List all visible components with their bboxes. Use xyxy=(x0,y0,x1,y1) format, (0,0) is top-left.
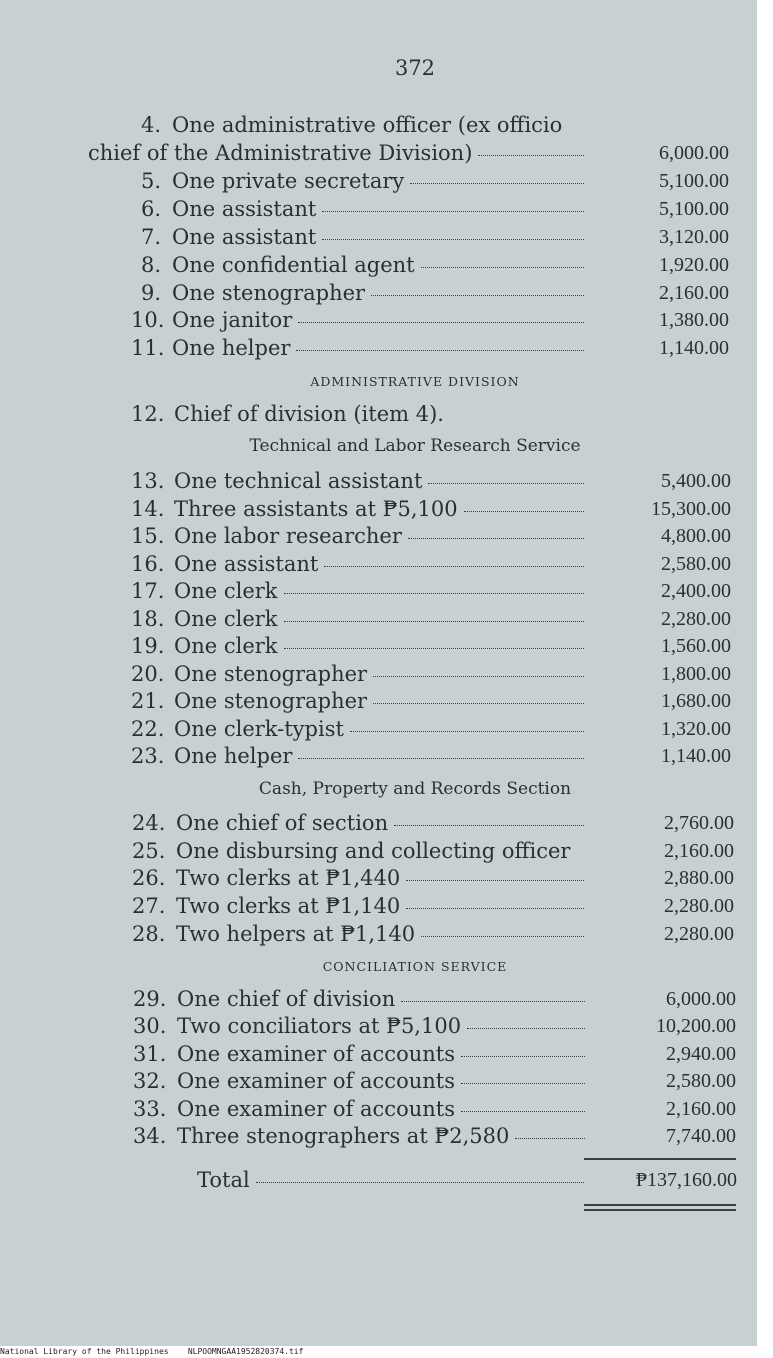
item-text: One clerk xyxy=(174,607,278,631)
item-text: One clerk-typist xyxy=(174,717,344,741)
item-text: One examiner of accounts xyxy=(177,1042,455,1066)
dot-leader xyxy=(371,279,584,296)
item-number: 5. xyxy=(140,169,161,193)
item-amount: 3,120.00 xyxy=(659,226,729,248)
dot-leader xyxy=(461,1095,585,1112)
dot-leader xyxy=(467,1012,585,1029)
item-number: 27. xyxy=(132,894,166,918)
item-amount: 2,580.00 xyxy=(661,553,731,575)
item-amount: 2,160.00 xyxy=(659,282,729,304)
dot-leader xyxy=(373,687,584,704)
item-amount: 2,280.00 xyxy=(664,895,734,917)
dot-leader xyxy=(464,495,584,512)
item-amount: 2,160.00 xyxy=(666,1098,736,1120)
section-heading-admin: ADMINISTRATIVE DIVISION xyxy=(310,374,520,389)
item-amount: 2,280.00 xyxy=(661,608,731,630)
item-amount: 2,940.00 xyxy=(666,1043,736,1065)
item-text: Two helpers at ₱1,140 xyxy=(176,922,416,946)
item-text: One helper xyxy=(174,744,293,768)
item-text: One labor researcher xyxy=(174,524,402,548)
item-number: 30. xyxy=(133,1014,167,1038)
list-item xyxy=(0,140,757,166)
item-amount: 2,580.00 xyxy=(666,1070,736,1092)
item-number: 32. xyxy=(133,1069,167,1093)
section-heading-technical: Technical and Labor Research Service xyxy=(249,436,581,456)
item-amount: 2,760.00 xyxy=(664,812,734,834)
dot-leader xyxy=(401,985,585,1002)
item-amount: 1,920.00 xyxy=(659,254,729,276)
item-text: One chief of section xyxy=(176,811,389,835)
dot-leader xyxy=(406,864,584,881)
item-number: 6. xyxy=(140,197,161,221)
item-number: 19. xyxy=(131,634,165,658)
item-text: One examiner of accounts xyxy=(177,1069,455,1093)
item-text: One administrative officer (ex officio xyxy=(172,113,563,137)
item-text: One confidential agent xyxy=(172,253,415,277)
item-number: 11. xyxy=(131,336,165,360)
item-number: 28. xyxy=(132,922,166,946)
item-number: 7. xyxy=(140,225,161,249)
item-number: 34. xyxy=(133,1124,167,1148)
scan-margin xyxy=(757,0,773,1346)
item-text: One chief of division xyxy=(177,987,396,1011)
item-text: One janitor xyxy=(172,308,293,332)
item-number: 18. xyxy=(131,607,165,631)
item-text: Two clerks at ₱1,140 xyxy=(176,894,401,918)
dot-leader xyxy=(284,577,584,594)
item-number: 4. xyxy=(140,113,161,137)
dot-leader xyxy=(296,334,584,351)
item-amount: 1,140.00 xyxy=(661,745,731,767)
section-heading-cash: Cash, Property and Records Section xyxy=(258,779,572,799)
item-amount: 1,560.00 xyxy=(661,635,731,657)
dot-leader xyxy=(408,522,584,539)
item-text: Two clerks at ₱1,440 xyxy=(176,866,401,890)
item-text: One stenographer xyxy=(172,281,366,305)
item-number: 29. xyxy=(133,987,167,1011)
item-text: One helper xyxy=(172,336,291,360)
dot-leader xyxy=(461,1040,585,1057)
item-text: Two conciliators at ₱5,100 xyxy=(177,1014,462,1038)
item-text: One technical assistant xyxy=(174,469,423,493)
item-amount: 1,320.00 xyxy=(661,718,731,740)
double-rule-top xyxy=(584,1204,736,1206)
item-amount: 6,000.00 xyxy=(666,988,736,1010)
dot-leader xyxy=(428,467,584,484)
item-text: One private secretary xyxy=(172,169,405,193)
item-number: 12. xyxy=(131,402,165,426)
item-text: Three stenographers at ₱2,580 xyxy=(177,1124,510,1148)
item-text: One clerk xyxy=(174,579,278,603)
item-amount: 1,800.00 xyxy=(661,663,731,685)
dot-leader xyxy=(421,920,584,937)
dot-leader xyxy=(284,605,584,622)
item-number: 31. xyxy=(133,1042,167,1066)
double-rule-bottom xyxy=(584,1209,736,1211)
dot-leader xyxy=(461,1067,585,1084)
dot-leader xyxy=(394,809,584,826)
item-amount: 4,800.00 xyxy=(661,525,731,547)
item-number: 23. xyxy=(131,744,165,768)
item-amount: 6,000.00 xyxy=(659,142,729,164)
item-amount: 1,140.00 xyxy=(659,337,729,359)
dot-leader xyxy=(406,892,584,909)
item-number: 15. xyxy=(131,524,165,548)
page-number: 372 xyxy=(394,56,436,80)
dot-leader xyxy=(350,715,584,732)
dot-leader xyxy=(284,632,584,649)
item-number: 20. xyxy=(131,662,165,686)
item-number: 26. xyxy=(132,866,166,890)
dot-leader xyxy=(324,550,584,567)
item-amount: 2,880.00 xyxy=(664,867,734,889)
dot-leader xyxy=(421,251,584,268)
item-text: One assistant xyxy=(172,225,317,249)
item-text: Chief of division (item 4). xyxy=(174,402,444,426)
item-text: One assistant xyxy=(172,197,317,221)
total-label: Total xyxy=(197,1168,250,1192)
section-heading-conciliation: CONCILIATION SERVICE xyxy=(322,959,508,974)
item-amount: 2,160.00 xyxy=(664,840,734,862)
item-text: One disbursing and collecting officer xyxy=(176,839,571,863)
item-number: 10. xyxy=(131,308,165,332)
item-number: 25. xyxy=(132,839,166,863)
footer-file: NLPOOMNGAA1952820374.tif xyxy=(187,1347,304,1356)
item-number: 33. xyxy=(133,1097,167,1121)
total-rule xyxy=(584,1158,736,1160)
item-number: 16. xyxy=(131,552,165,576)
item-amount: 15,300.00 xyxy=(651,498,731,520)
item-number: 9. xyxy=(140,281,161,305)
item-amount: 1,380.00 xyxy=(659,309,729,331)
item-number: 13. xyxy=(131,469,165,493)
item-text: Three assistants at ₱5,100 xyxy=(174,497,458,521)
dot-leader xyxy=(322,195,584,212)
item-text-continued: chief of the Administrative Division) xyxy=(88,141,473,165)
list-item xyxy=(0,112,757,138)
item-number: 8. xyxy=(140,253,161,277)
footer-library: National Library of the Philippines xyxy=(0,1347,169,1356)
item-text: One stenographer xyxy=(174,689,368,713)
item-amount: 5,100.00 xyxy=(659,198,729,220)
item-amount: 2,280.00 xyxy=(664,923,734,945)
item-number: 14. xyxy=(131,497,165,521)
item-amount: 5,100.00 xyxy=(659,170,729,192)
item-text: One stenographer xyxy=(174,662,368,686)
dot-leader xyxy=(256,1166,584,1183)
dot-leader xyxy=(322,223,584,240)
item-amount: 7,740.00 xyxy=(666,1125,736,1147)
item-text: One examiner of accounts xyxy=(177,1097,455,1121)
total-amount: ₱137,160.00 xyxy=(635,1169,737,1191)
dot-leader xyxy=(478,139,584,156)
item-number: 24. xyxy=(132,811,166,835)
item-amount: 10,200.00 xyxy=(656,1015,736,1037)
dot-leader xyxy=(373,660,584,677)
item-amount: 5,400.00 xyxy=(661,470,731,492)
item-number: 22. xyxy=(131,717,165,741)
item-amount: 2,400.00 xyxy=(661,580,731,602)
item-text: One clerk xyxy=(174,634,278,658)
scan-footer xyxy=(0,1346,773,1358)
dot-leader xyxy=(298,742,584,759)
item-number: 17. xyxy=(131,579,165,603)
item-text: One assistant xyxy=(174,552,319,576)
dot-leader xyxy=(410,167,584,184)
dot-leader xyxy=(515,1122,585,1139)
dot-leader xyxy=(298,306,584,323)
item-number: 21. xyxy=(131,689,165,713)
item-amount: 1,680.00 xyxy=(661,690,731,712)
